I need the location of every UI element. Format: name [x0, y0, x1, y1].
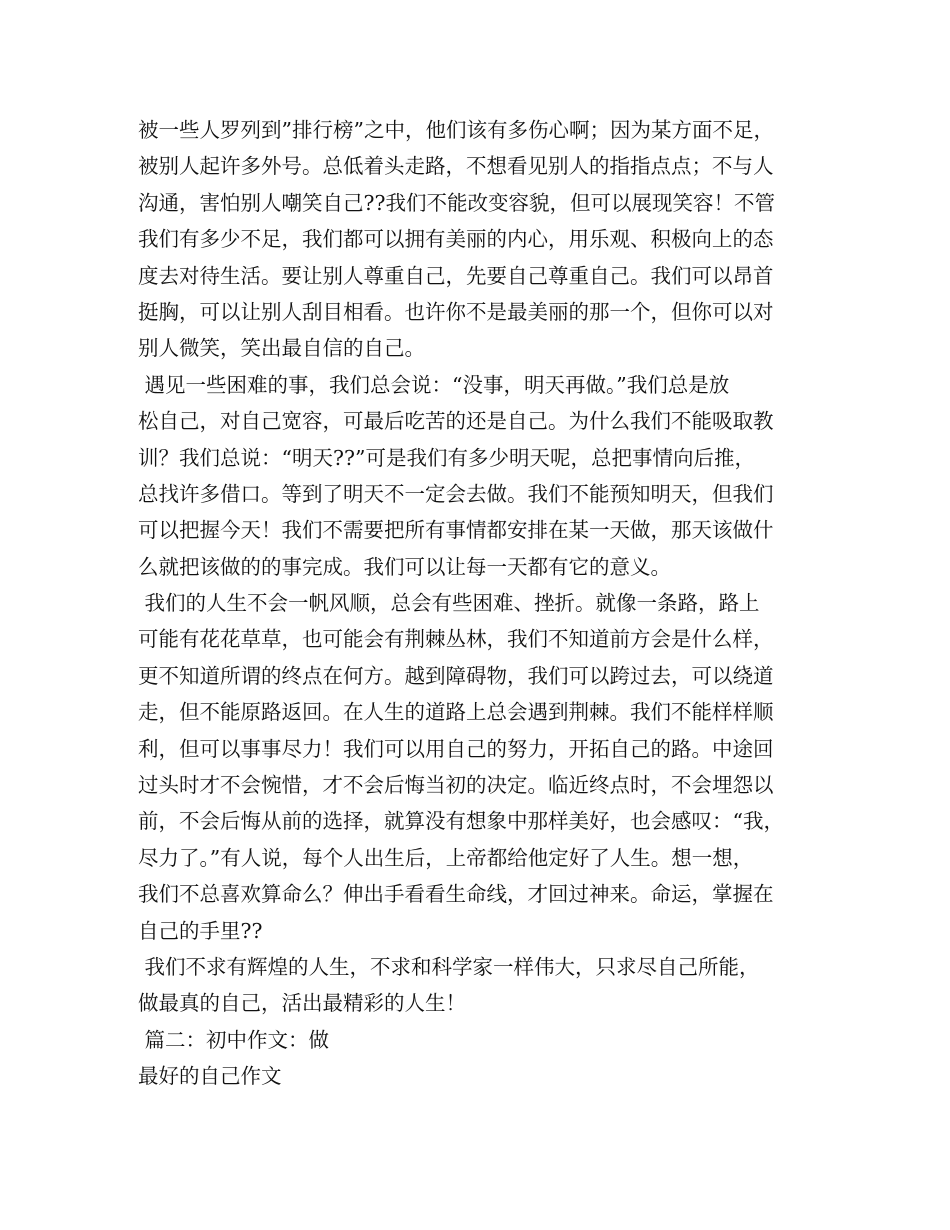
text-line: 利，但可以事事尽力！我们可以用自己的努力，开拓自己的路。中途回 — [138, 736, 774, 761]
text-line: 我们不求有辉煌的人生，不求和科学家一样伟大，只求尽自己所能， — [138, 954, 760, 979]
text-line: 被一些人罗列到”排行榜”之中，他们该有多伤心啊；因为某方面不足， — [138, 118, 774, 142]
text-line: 度去对待生活。要让别人尊重自己，先要自己尊重自己。我们可以昂首 — [138, 263, 774, 288]
text-line: 总找许多借口。等到了明天不一定会去做。我们不能预知明天，但我们 — [138, 481, 774, 506]
text-line: 可以把握今天！我们不需要把所有事情都安排在某一天做，那天该做什 — [138, 518, 774, 543]
text-line: 前，不会后悔从前的选择，就算没有想象中那样美好，也会感叹：“我， — [138, 809, 784, 834]
text-line: 更不知道所谓的终点在何方。越到障碍物，我们可以跨过去，可以绕道 — [138, 663, 774, 688]
text-line: 自己的手里?? — [138, 918, 263, 943]
text-line: 训？我们总说：“明天??”可是我们有多少明天呢，总把事情向后推， — [138, 445, 755, 470]
text-line: 我们不总喜欢算命么？伸出手看看生命线，才回过神来。命运，掌握在 — [138, 882, 774, 907]
text-line: 么就把该做的的事完成。我们可以让每一天都有它的意义。 — [138, 554, 671, 579]
text-line: 尽力了。”有人说，每个人出生后，上帝都给他定好了人生。想一想， — [138, 845, 754, 870]
text-line: 做最真的自己，活出最精彩的人生！ — [138, 991, 466, 1016]
text-line: 我们的人生不会一帆风顺，总会有些困难、挫折。就像一条路，路上 — [138, 591, 760, 616]
text-line: 遇见一些困难的事，我们总会说：“没事，明天再做。”我们总是放 — [138, 372, 730, 397]
text-line: 被别人起许多外号。总低着头走路，不想看见别人的指指点点；不与人 — [138, 154, 774, 179]
essay-text — [138, 112, 838, 1095]
text-line: 过头时才不会惋惜，才不会后悔当初的决定。临近终点时，不会埋怨以 — [138, 773, 774, 798]
section-heading: 最好的自己作文 — [138, 1064, 282, 1089]
text-line: 走，但不能原路返回。在人生的道路上总会遇到荆棘。我们不能样样顺 — [138, 700, 774, 725]
section-heading: 篇二：初中作文：做 — [138, 1027, 330, 1052]
text-line: 可能有花花草草，也可能会有荆棘丛林，我们不知道前方会是什么样， — [138, 627, 774, 652]
text-line: 松自己，对自己宽容，可最后吃苦的还是自己。为什么我们不能吸取教 — [138, 409, 774, 434]
text-line: 沟通，害怕别人嘲笑自己??我们不能改变容貌，但可以展现笑容！不管 — [138, 190, 775, 215]
text-line: 别人微笑，笑出最自信的自己。 — [138, 336, 425, 361]
text-line: 我们有多少不足，我们都可以拥有美丽的内心，用乐观、积极向上的态 — [138, 227, 774, 252]
text-line: 挺胸，可以让别人刮目相看。也许你不是最美丽的那一个，但你可以对 — [138, 299, 774, 324]
